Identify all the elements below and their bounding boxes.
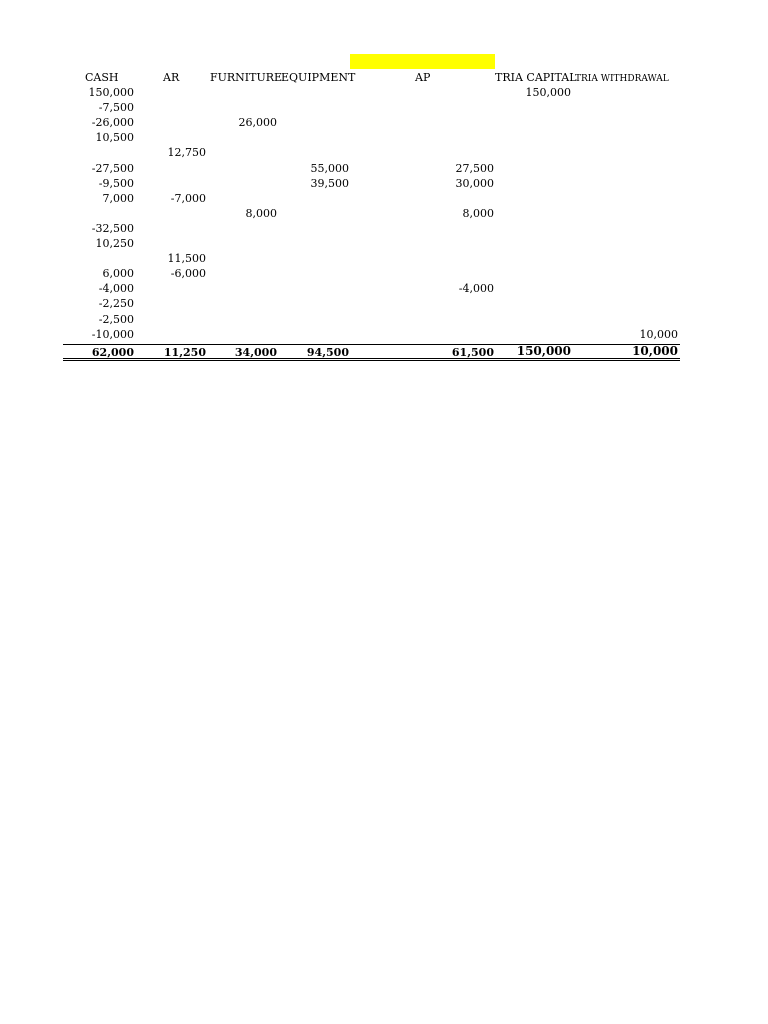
cell-ap: -4,000: [458, 282, 494, 296]
cell-cash: -2,500: [98, 312, 134, 326]
cell-withdrawal: 10,000: [639, 327, 678, 341]
cell-cash: 10,250: [95, 237, 134, 250]
cell-cash: -27,500: [91, 161, 134, 175]
highlighted-cell[interactable]: [350, 54, 495, 69]
total-top-rule: [63, 344, 680, 345]
cell-capital: 150,000: [525, 86, 571, 99]
header-tria-withdrawal: TRIA WITHDRAWAL: [575, 74, 669, 84]
cell-cash: -4,000: [98, 282, 134, 296]
header-ap: AP: [415, 71, 431, 84]
cell-ap: 30,000: [455, 176, 494, 190]
total-tria-withdrawal: 10,000: [632, 344, 678, 358]
cell-furniture: 26,000: [238, 116, 277, 130]
cell-cash: -2,250: [98, 297, 134, 311]
header-equipment: EQUIPMENT: [281, 71, 356, 84]
cell-ar: -7,000: [170, 191, 206, 205]
cell-cash: 6,000: [102, 267, 134, 281]
total-tria-capital: 150,000: [516, 344, 571, 358]
cell-cash: -7,500: [98, 101, 134, 115]
cell-equipment: 39,500: [310, 176, 349, 190]
header-tria-capital: TRIA CAPITAL: [495, 71, 577, 84]
header-furniture: FURNITURE: [210, 71, 283, 84]
cell-cash: 150,000: [88, 86, 134, 99]
cell-cash: 10,500: [95, 131, 134, 145]
total-equipment: 94,500: [306, 346, 349, 359]
total-double-rule-2: [63, 360, 680, 361]
header-cash: CASH: [85, 71, 119, 84]
cell-cash: 7,000: [102, 191, 134, 205]
cell-cash: -9,500: [98, 176, 134, 190]
cell-cash: -26,000: [91, 116, 134, 130]
total-ar: 11,250: [163, 346, 206, 359]
cell-ap: 8,000: [462, 206, 494, 220]
cell-ar: 11,500: [167, 252, 206, 266]
total-ap: 61,500: [451, 346, 494, 359]
cell-furniture: 8,000: [245, 206, 277, 220]
cell-equipment: 55,000: [310, 161, 349, 175]
total-furniture: 34,000: [234, 346, 277, 359]
cell-ar: 12,750: [167, 146, 206, 160]
cell-ar: -6,000: [170, 267, 206, 281]
cell-cash: -10,000: [91, 327, 134, 341]
cell-cash: -32,500: [91, 221, 134, 235]
header-ar: AR: [163, 71, 180, 84]
cell-ap: 27,500: [455, 161, 494, 175]
total-cash: 62,000: [91, 346, 134, 359]
